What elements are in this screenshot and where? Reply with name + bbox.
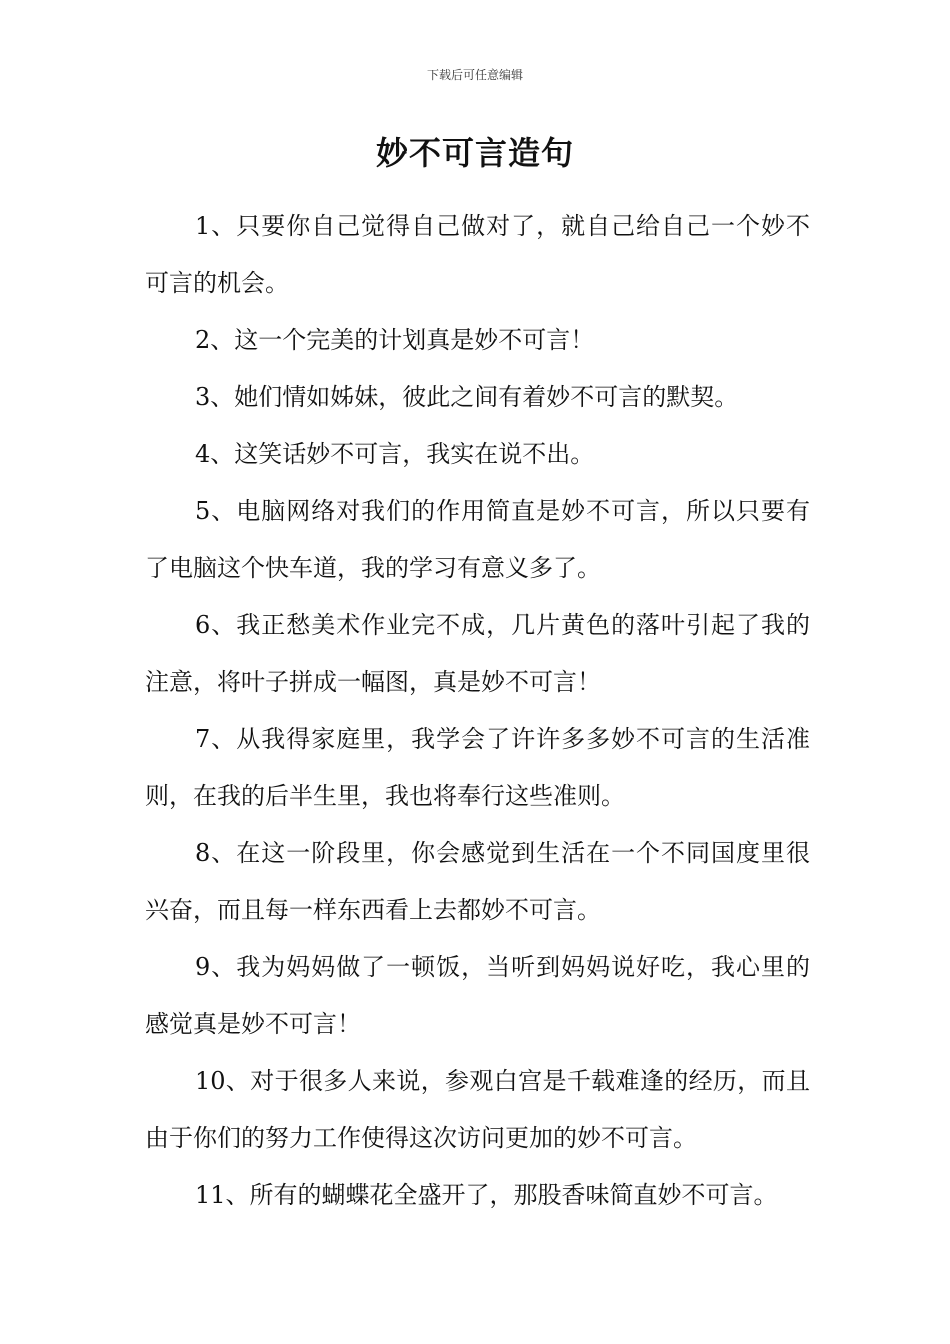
- sentence-8: 8、在这一阶段里，你会感觉到生活在一个不同国度里很兴奋，而且每一样东西看上去都妙不可言。: [145, 839, 810, 924]
- sentence-10: 10、对于很多人来说，参观白宫是千载难逢的经历，而且由于你们的努力工作使得这次访问更加的妙不可言。: [145, 1067, 810, 1152]
- sentence-9: 9、我为妈妈做了一顿饭，当听到妈妈说好吃，我心里的感觉真是妙不可言！: [145, 953, 810, 1038]
- document-body: [145, 198, 810, 1224]
- sentence-7: 7、从我得家庭里，我学会了许许多多妙不可言的生活准则，在我的后半生里，我也将奉行这些准则。: [145, 725, 810, 810]
- sentence-3: 3、她们情如姊妹，彼此之间有着妙不可言的默契。: [195, 383, 739, 411]
- sentence-1: 1、只要你自己觉得自己做对了，就自己给自己一个妙不可言的机会。: [145, 212, 810, 297]
- sentence-11: 11、所有的蝴蝶花全盛开了，那股香味简直妙不可言。: [195, 1181, 778, 1209]
- sentence-5: 5、电脑网络对我们的作用简直是妙不可言，所以只要有了电脑这个快车道，我的学习有意义多了。: [145, 497, 810, 582]
- sentence-2: 2、这一个完美的计划真是妙不可言！: [195, 326, 595, 354]
- header-note: 下载后可任意编辑: [426, 68, 523, 82]
- sentence-4: 4、这笑话妙不可言，我实在说不出。: [195, 440, 595, 468]
- page-title: 妙不可言造句: [375, 134, 574, 172]
- sentence-6: 6、我正愁美术作业完不成，几片黄色的落叶引起了我的注意，将叶子拼成一幅图，真是妙不可言！: [145, 611, 810, 696]
